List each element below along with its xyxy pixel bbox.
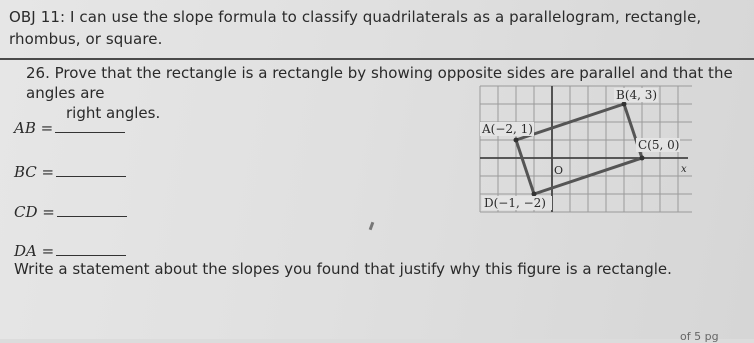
da-answer-blank[interactable] <box>56 241 126 256</box>
coordinate-graph <box>476 84 696 216</box>
rectangle-abcd <box>516 104 642 194</box>
origin-label: O <box>554 164 564 177</box>
divider-line <box>0 58 754 60</box>
cd-answer-blank[interactable] <box>57 202 127 217</box>
ab-label: AB = <box>14 119 54 137</box>
bc-answer-blank[interactable] <box>56 162 126 177</box>
problem-line-1: 26. Prove that the rectangle is a rectangle by showing opposite sides are parallel and that the angles are <box>26 64 733 102</box>
objective-text: OBJ 11: I can use the slope formula to classify quadrilaterals as a parallelogram, rectangle, rhombus, or square. <box>9 8 702 48</box>
cd-label: CD = <box>14 203 55 221</box>
bc-slope-row <box>14 162 126 181</box>
cd-slope-row <box>14 202 127 221</box>
label-b: B(4, 3) <box>616 88 658 102</box>
bottom-scribble: of 5 pg <box>680 330 719 343</box>
x-axis-label: x <box>681 164 687 175</box>
point-c <box>640 156 645 161</box>
bc-label: BC = <box>14 163 55 181</box>
point-a <box>514 138 519 143</box>
statement-prompt: Write a statement about the slopes you found that justify why this figure is a rectangle. <box>14 260 672 278</box>
ab-slope-row <box>14 118 125 137</box>
problem-line-2: right angles. <box>66 104 161 122</box>
label-a: A(−2, 1) <box>482 122 533 136</box>
pen-mark <box>369 222 375 231</box>
point-b <box>622 102 627 107</box>
da-label: DA = <box>14 242 55 260</box>
label-d: D(−1, −2) <box>484 196 546 210</box>
da-slope-row <box>14 241 126 260</box>
ab-answer-blank[interactable] <box>55 118 125 133</box>
label-c: C(5, 0) <box>638 138 680 152</box>
